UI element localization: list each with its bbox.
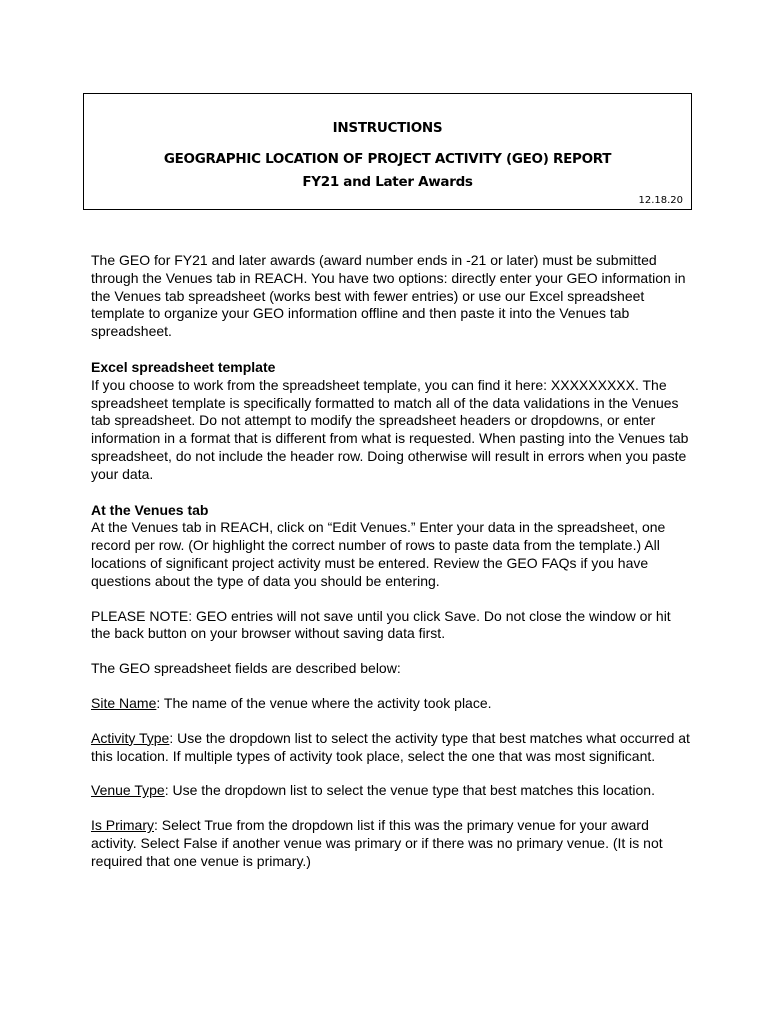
field-is-primary-desc: : Select True from the dropdown list if this was the primary venue for your award activity. Select False if another venue was primary or if there was no primary venue. (It is not required that one venue is primary.) [91,817,663,869]
document-subtitle: GEOGRAPHIC LOCATION OF PROJECT ACTIVITY (GEO) REPORT [163,151,612,167]
document-title: INSTRUCTIONS [332,120,443,136]
venues-tab-paragraph: At the Venues tab in REACH, click on “Edit Venues.” Enter your data in the spreadsheet, one record per row. (Or highlight the correct number of rows to paste data from the template.) All locations of significant project activity must be entered. Review the GEO FAQs if you have questions about the type of data you should be entering. [91,519,666,589]
field-venue-type [91,782,691,800]
intro-paragraph: The GEO for FY21 and later awards (award number ends in -21 or later) must be submitted through the Venues tab in REACH. You have two options: directly enter your GEO information in the Venues tab spreadsheet (works best with fewer entries) or use our Excel spreadsheet template to organize your GEO information offline and then paste it into the Venues tab spreadsheet. [91,252,686,340]
field-site-name [91,695,691,713]
excel-template-heading: Excel spreadsheet template [91,358,276,375]
venues-tab-heading: At the Venues tab [91,501,209,518]
field-is-primary [91,817,691,870]
field-venue-type-desc: : Use the dropdown list to select the venue type that best matches this location. [164,782,655,799]
field-venue-type-label: Venue Type [91,782,165,799]
field-activity-type [91,730,691,766]
excel-template-paragraph: If you choose to work from the spreadsheet template, you can find it here: XXXXXXXXX. The spreadsheet template is specifically formatted to match all of the data validations in the Venues tab spreadsheet. Do not attempt to modify the spreadsheet headers or dropdowns, or enter information in a format that is different from what is requested. When pasting into the Venues tab spreadsheet, do not include the header row. Doing otherwise will result in errors when you paste your data. [91,376,689,482]
field-activity-type-desc: : Use the dropdown list to select the activity type that best matches what occurred at this location. If multiple types of activity took place, select the one that was most significant. [91,729,690,764]
field-site-name-label: Site Name [91,694,157,711]
document-body [91,252,691,871]
please-note-paragraph: PLEASE NOTE: GEO entries will not save until you click Save. Do not close the window or hit the back button on your browser without saving data first. [91,607,671,642]
document-date: 12.18.20 [638,195,683,206]
field-site-name-desc: : The name of the venue where the activity took place. [156,694,492,711]
fields-intro-paragraph: The GEO spreadsheet fields are described below: [91,660,401,677]
field-activity-type-label: Activity Type [91,729,170,746]
document-subtitle-fy: FY21 and Later Awards [302,174,473,190]
document-header-box [83,93,692,210]
field-is-primary-label: Is Primary [91,817,154,834]
